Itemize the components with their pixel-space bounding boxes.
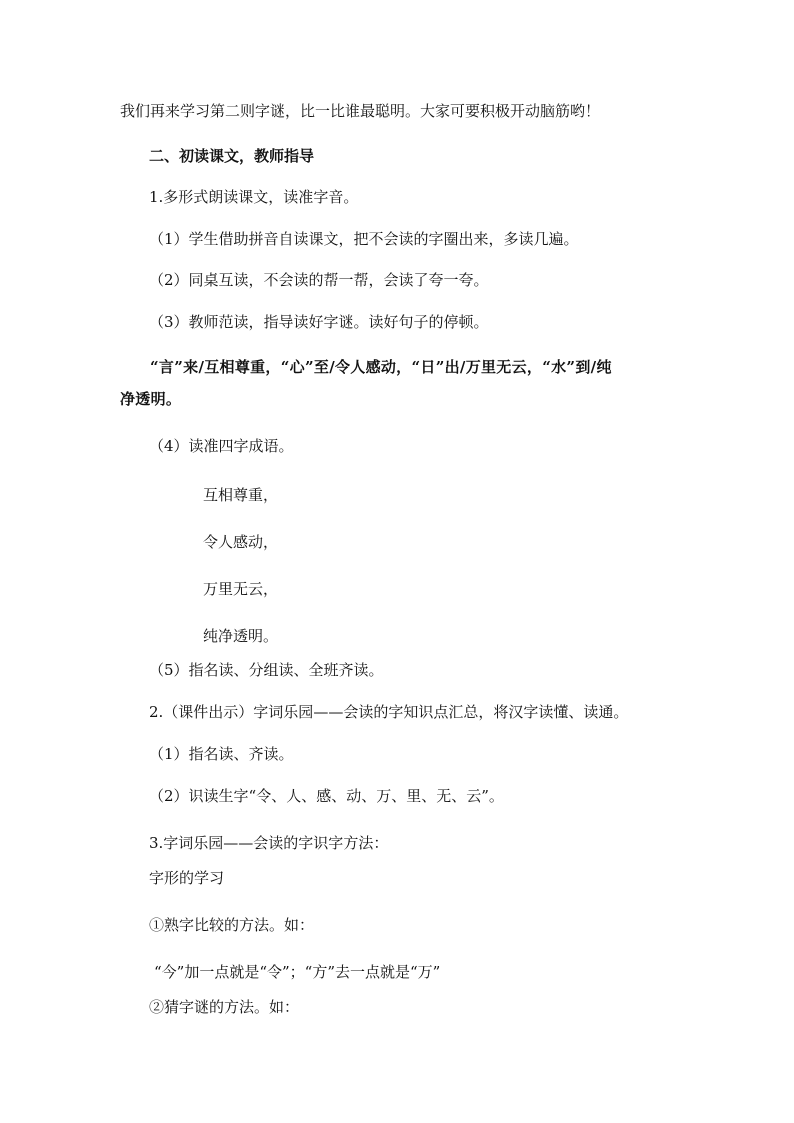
- step-1-item-2: （2）同桌互读，不会读的帮一帮，会读了夸一夸。: [149, 271, 489, 289]
- step-1-item-5: （5）指名读、分组读、全班齐读。: [149, 661, 384, 679]
- step-1-heading: 1.多形式朗读课文，读准字音。: [149, 188, 359, 206]
- step-1-item-1: （1）学生借助拼音自读课文，把不会读的字圈出来，多读几遍。: [149, 230, 579, 248]
- method-2: ②猜字谜的方法。如：: [149, 998, 300, 1016]
- idiom-1: 互相尊重，: [203, 486, 279, 504]
- section-heading: 二、初读课文，教师指导: [149, 147, 315, 165]
- step-3-heading: 3.字词乐园——会读的字识字方法：: [149, 834, 389, 852]
- step-2-item-1: （1）指名读、齐读。: [149, 745, 294, 763]
- intro-paragraph: 我们再来学习第二则字谜，比一比谁最聪明。大家可要积极开动脑筋哟！: [120, 102, 601, 120]
- idiom-2: 令人感动，: [203, 533, 279, 551]
- subheading: 字形的学习: [149, 869, 225, 887]
- idiom-3: 万里无云，: [203, 580, 279, 598]
- idiom-4: 纯净透明。: [203, 627, 279, 645]
- riddle-line-1: “言”来/互相尊重，“心”至/令人感动，“日”出/万里无云，“水”到/纯: [150, 358, 612, 376]
- step-1-item-4: （4）读准四字成语。: [149, 437, 294, 455]
- step-2-item-2: （2）识读生字“令、人、感、动、万、里、无、云”。: [149, 787, 504, 805]
- riddle-line-2: 净透明。: [120, 390, 182, 408]
- method-1: ①熟字比较的方法。如：: [149, 916, 315, 934]
- step-2-heading: 2.（课件出示）字词乐园——会读的字知识点汇总，将汉字读懂、读通。: [149, 703, 629, 721]
- step-1-item-3: （3）教师范读，指导读好字谜。读好句子的停顿。: [149, 313, 489, 331]
- method-1-example: “今”加一点就是“令”；“方”去一点就是“万”: [154, 963, 441, 981]
